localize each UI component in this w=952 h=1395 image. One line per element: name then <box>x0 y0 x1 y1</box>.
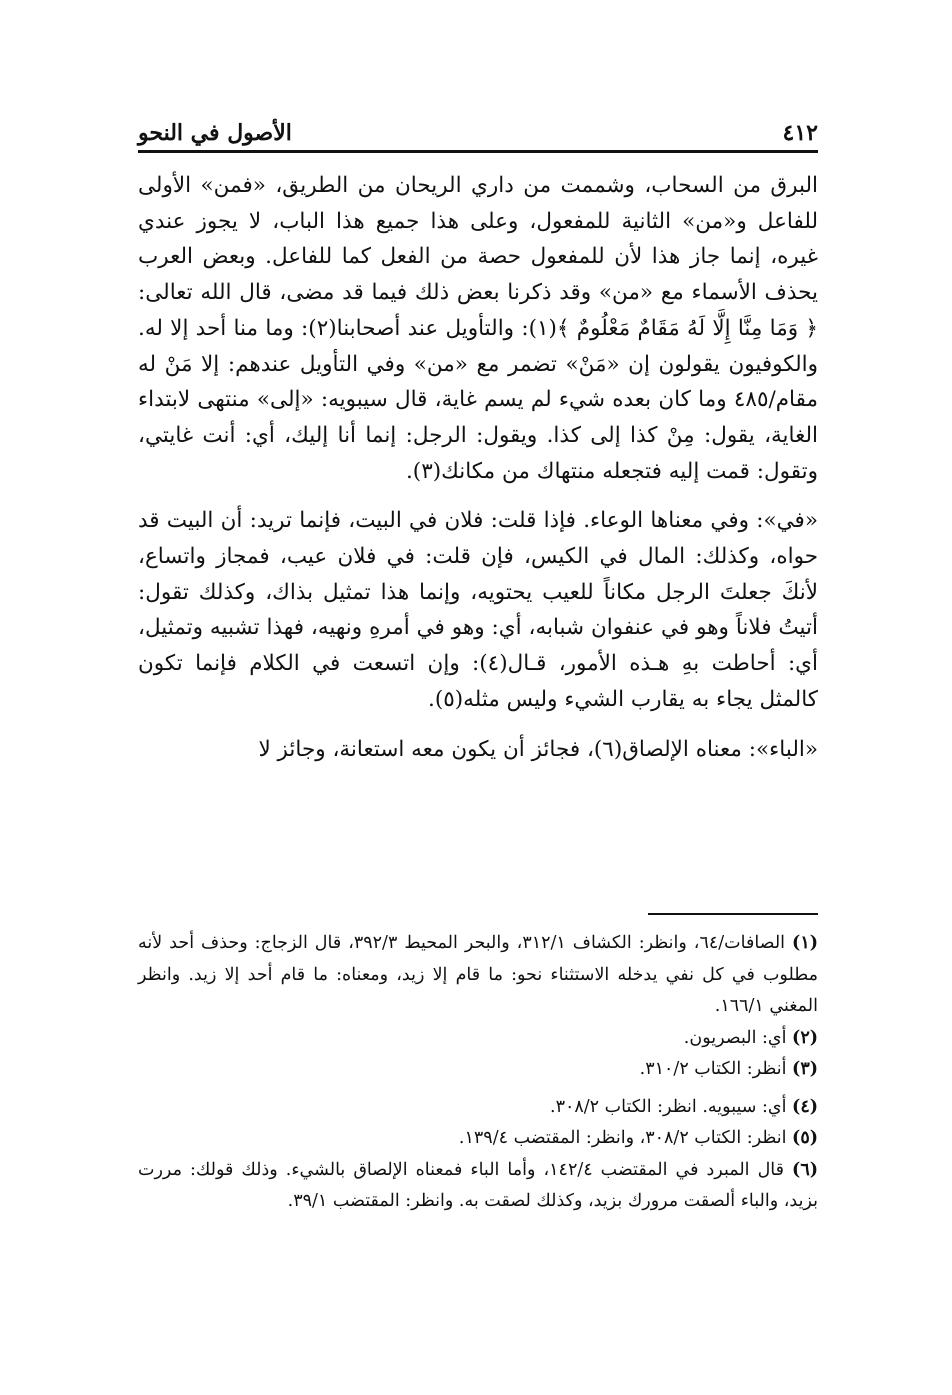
footnote-text: الصافات/٦٤، وانظر: الكشاف ٣١٢/١، والبحر المحيط ٣٩٢/٣، قال الزجاج: وحذف أحد لأنه مطلوب في كل نفي يدخله الاستثناء نحو: ما قام إلا زيد، ومعناه: ما قام أحد إلا زيد. وانظر المغني ١٦٦/١. <box>138 933 818 1016</box>
page-header <box>138 118 818 148</box>
footnote-text: أنظر: الكتاب ٣١٠/٢. <box>639 1059 787 1079</box>
page-number: ٤١٢ <box>782 120 818 146</box>
footnote-6 <box>138 1155 818 1218</box>
footnote-number: (٢) <box>792 1027 818 1048</box>
main-text <box>138 168 818 767</box>
footnote-text: أي: البصريون. <box>683 1027 787 1048</box>
header-rule <box>138 150 818 153</box>
footnote-1 <box>138 928 818 1023</box>
footnote-rule <box>648 913 818 915</box>
footnote-number: (٦) <box>792 1159 819 1180</box>
footnote-number: (٣) <box>792 1059 818 1079</box>
paragraph-2: «في»: وفي معناها الوعاء. فإذا قلت: فلان في البيت، فإنما تريد: أن البيت قد حواه، وكذلك: المال في الكيس، فإن قلت: في فلان عيب، فمجاز واتساع، لأنكَ جعلتَ الرجل مكاناً للعيب يحتويه، وإنما هذا تمثيل بذاك، وكذلك تقول: أتيتُ فلاناً وهو في عنفوان شبابه، أي: وهو في أمرهِ ونهيه، فهذا تشبيه وتمثيل، أي: أحاطت بهِ هـذه الأمور، قـال(٤): وإن اتسعت في الكلام فإنما تكون كالمثل يجاء به يقارب الشيء وليس مثله(٥). <box>138 508 819 712</box>
footnote-number: (٥) <box>792 1128 818 1148</box>
paragraph-1: البرق من السحاب، وشممت من داري الريحان من الطريق، «فمن» الأولى للفاعل و«من» الثانية للمفعول، وعلى هذا جميع هذا الباب، لا يجوز عندي غيره، إنما جاز هذا لأن للمفعول حصة من الفعل كما للفاعل. وبعض العرب يحذف الأسماء مع «من» وقد ذكرنا بعض ذلك فيما قد مضى، قال الله تعالى: ﴿ وَمَا مِنَّا إِلَّا لَهُ مَقَامٌ مَعْلُومٌ ﴾(١): والتأويل عند أصحابنا(٢): وما منا أحد إلا له. والكوفيون يقولون إن «مَنْ» تضمر مع «من» وفي التأويل عندهم: إلا مَنْ له مقام/٤٨٥ وما كان بعده شيء لم يسم غاية، قال سيبويه: «إلى» منتهى لابتداء الغاية، يقول: مِنْ كذا إلى كذا. ويقول: الرجل: إنما أنا إليك، أي: أنت غايتي، وتقول: قمت إليه فتجعله منتهاك من مكانك(٣). <box>138 173 818 484</box>
footnotes <box>138 928 818 1218</box>
paragraph-3: «الباء»: معناه الإلصاق(٦)، فجائز أن يكون معه استعانة، وجائز لا <box>258 736 818 762</box>
footnote-4 <box>138 1092 818 1124</box>
footnote-text: أي: سيبويه. انظر: الكتاب ٣٠٨/٢. <box>550 1096 787 1117</box>
footnote-text: انظر: الكتاب ٣٠٨/٢، وانظر: المقتضب ١٣٩/٤. <box>458 1128 787 1148</box>
footnote-5 <box>138 1123 818 1155</box>
running-title: الأصول في النحو <box>138 120 292 146</box>
footnote-3 <box>138 1054 818 1086</box>
footnote-text: قال المبرد في المقتضب ١٤٢/٤، وأما الباء فمعناه الإلصاق بالشيء. وذلك قولك: مررت بزيد، والباء ألصقت مرورك بزيد، وكذلك لصقت به. وانظر: المقتضب ٣٩/١. <box>138 1159 818 1211</box>
footnote-number: (١) <box>792 933 818 953</box>
footnote-number: (٤) <box>792 1096 818 1117</box>
footnote-2 <box>138 1023 818 1055</box>
